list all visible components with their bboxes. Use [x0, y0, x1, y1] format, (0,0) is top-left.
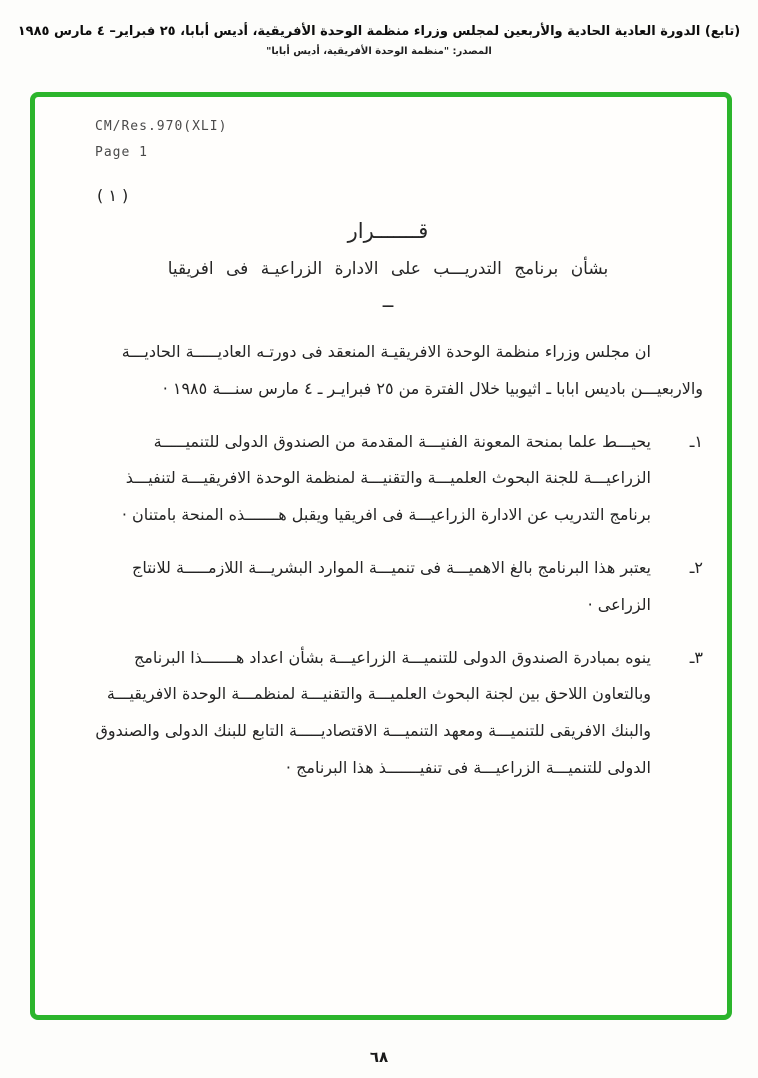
item-number: ٣ـ — [689, 647, 703, 667]
header-title: (تابع) الدورة العادية الحادية والأربعين لمجلس وزراء منظمة الوحدة الأفريقية، أديس أبابا، ٢٥ فبراير– ٤ مارس ١٩٨٥ — [17, 24, 741, 39]
item-number: ١ـ — [689, 431, 703, 451]
document-reference: CM/Res.970(XLI) — [95, 119, 228, 134]
document-page-label: Page 1 — [95, 145, 148, 160]
resolution-item — [95, 424, 703, 534]
document-number: ( ١ ) — [97, 186, 129, 205]
resolution-item — [95, 550, 703, 624]
item-text: ينوه بمبادرة الصندوق الدولى للتنميـــة الزراعيـــة بشأن اعداد هـــــــذا البرنامج وبالتعاون اللاحق بين لجنة البحوث العلميـــة والتقنيـــة لمنظمـــة الوحدة الافريقيـــة والبنك الافريقى للتنميـــة ومعهد التنميـــة الاقتصاديـــــة التابع للبنك الدولى والصندوق الدولى للتنميـــة الزراعيـــة فى تنفيـــــــذ هذا البرنامج · — [95, 647, 651, 777]
separator-dash: ــ — [382, 291, 394, 312]
header-source: المصدر: "منظمة الوحدة الأفريقية، أديس أبابا" — [266, 46, 492, 57]
preamble-paragraph: ان مجلس وزراء منظمة الوحدة الافريقيـة المنعقد فى دورتـه العاديـــــة الحاديـــة والاربعيـــن باديس ابابا ـ اثيوبيا خلال الفترة من ٢٥ فبرايـر ـ ٤ مارس سنـــة ١٩٨٥ · — [121, 342, 703, 398]
item-text: يحيـــط علما بمنحة المعونة الفنيـــة المقدمة من الصندوق الدولى للتنميـــــة الزراعيـــة للجنة البحوث العلميـــة والتقنيـــة لمنظمة الوحدة الافريقيـــة لتنفيـــذ برنامج التدريب عن الادارة الزراعيـــة فى افريقيا ويقبل هـــــــذه المنحة بامتنان · — [121, 431, 651, 525]
resolution-subtitle: بشأن برنامج التدريـــب على الادارة الزراعيـة فى افريقيا — [167, 259, 609, 279]
page-number: ٦٨ — [369, 1048, 389, 1066]
item-text: يعتبر هذا البرنامج بالغ الاهميـــة فى تنميـــة الموارد البشريـــة اللازمـــــة للانتاج الزراعى · — [132, 557, 651, 614]
resolution-title: قـــــــرار — [347, 219, 429, 243]
scanned-document-frame — [30, 92, 732, 1020]
document-header — [0, 24, 758, 57]
resolution-items — [95, 424, 703, 787]
resolution-body — [67, 334, 709, 787]
scanned-document-content — [35, 97, 727, 1015]
resolution-item — [95, 640, 703, 787]
item-number: ٢ـ — [689, 557, 703, 577]
